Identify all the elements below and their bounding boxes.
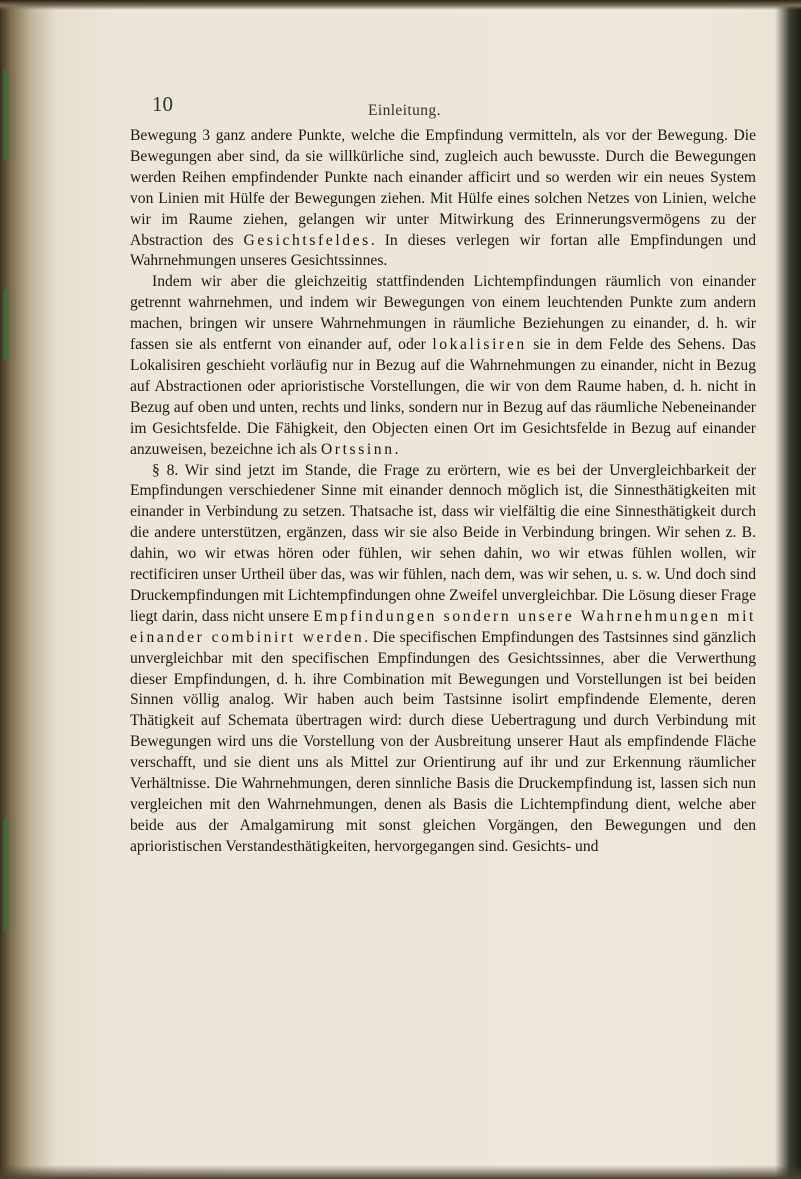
spine-stain — [3, 820, 9, 930]
paragraph — [130, 272, 756, 460]
text-run: . — [394, 440, 399, 458]
spaced-term: Empfindungen sondern unsere Wahrnehmungen mit einander combinirt werden — [130, 607, 756, 646]
paragraph — [130, 461, 756, 858]
text-run: Bewegung 3 ganz andere Punkte, welche die Empfindung vermitteln, als vor der Bewegung. Die Bewegungen aber sind, da sie willkürliche sind, zugleich auch bewusste. Durch die Bewegungen werden Reihen empfindender Punkte nach einander afficirt und so werden wir ein neues System von Linien mit Hülfe der Bewegungen ziehen. Mit Hülfe eines solchen Netzes von Linien, welche wir im Raume ziehen, gelangen wir unter Mitwirkung des Erinnerungsvermögens zu der Abstraction des — [130, 127, 756, 249]
text-run: sie in dem Felde des Sehens. Das Lokalisiren geschieht vorläufig nur in Bezug auf die Wahrnehmungen zu einander, nicht in Bezug auf Abstractionen oder aprioristische Vorstellungen, die wir von dem Raume haben, d. h. nicht in Bezug auf oben und unten, rechts und links, sondern nur in Bezug auf das räumliche Nebeneinander im Gesichtsfelde. Die Fähigkeit, den Objecten einen Ort im Gesichtsfelde in Bezug auf einander anzuweisen, bezeichne ich als — [130, 336, 756, 458]
text-run: . Die specifischen Empfindungen des Tastsinnes sind gänzlich unvergleichbar mit den specifischen Empfindungen des Gesichtssinnes, aber die Verwerthung dieser Empfindungen, d. h. ihre Combination mit Bewegungen und Vorstellungen ist bei beiden Sinnen völlig analog. Wir haben auch beim Tastsinne isolirt empfindende Elemente, deren Thätigkeit auf Schemata übertragen wird: durch diese Uebertragung und durch Verbindung mit Bewegungen wird uns die Vorstellung von der Ausbreitung unserer Haut als empfindende Fläche verschafft, und sie dient uns als Mittel zur Orientirung auf ihr und zur Erkennung räumlicher Verhältnisse. Die Wahrnehmungen, deren sinnliche Basis die Druckempfindung ist, lassen sich nun vergleichen mit den Wahrnehmungen, denen als Basis die Lichtempfindung dient, welche aber beide aus der Amalgamirung mit sonst gleichen Vorgängen, den Bewegungen und den aprioristischen Verstandesthätigkeiten, hervorgegangen sind. Gesichts- und — [130, 628, 756, 855]
paragraph — [130, 126, 756, 272]
running-head: Einleitung. — [368, 102, 441, 119]
top-page-edge — [0, 0, 801, 10]
spaced-term: Ortssinn — [320, 440, 395, 458]
text-run: § 8. Wir sind jetzt im Stande, die Frage zu erörtern, wie es bei der Unvergleichbarkeit der Empfindungen verschiedener Sinne mit einander dennoch möglich ist, die Sinnesthätigkeiten mit einander in Verbindung zu setzen. Thatsache ist, dass wir vielfältig die eine Sinnesthätigkeit durch die andere unterstützen, ergänzen, dass wir sie also Beide in Verbindung bringen. Wir sehen z. B. dahin, wo wir etwas hören oder fühlen, wir sehen dahin, wo wir etwas fühlen wollen, wir rectificiren unser Urtheil über das, was wir fühlen, nach dem, was wir sehen, u. s. w. Und doch sind Druckempfindungen mit Lichtempfindungen ohne Zweifel unvergleichbar. Die Lösung dieser Frage liegt darin, dass nicht unsere — [130, 461, 756, 625]
page-header — [130, 92, 756, 126]
spine-stain — [3, 70, 9, 160]
bottom-page-edge — [0, 1165, 801, 1179]
spaced-term: lokalisiren — [432, 336, 527, 354]
spine-stain — [3, 290, 9, 360]
spaced-term: Gesichtsfeldes — [243, 231, 371, 249]
body-text — [130, 126, 756, 858]
page-number: 10 — [152, 92, 173, 116]
book-page — [130, 92, 756, 858]
text-run: . In dieses verlegen wir fortan alle Empfindungen und Wahrnehmungen unseres Gesichtssinnes. — [130, 231, 756, 270]
text-run: Indem wir aber die gleichzeitig stattfindenden Lichtempfindungen räumlich von einander getrennt wahrnehmen, und indem wir Bewegungen von einem leuchtenden Punkte zum andern machen, bringen wir unsere Wahrnehmungen in räumliche Beziehungen zu einander, d. h. wir fassen sie als entfernt von einander auf, oder — [130, 273, 756, 354]
